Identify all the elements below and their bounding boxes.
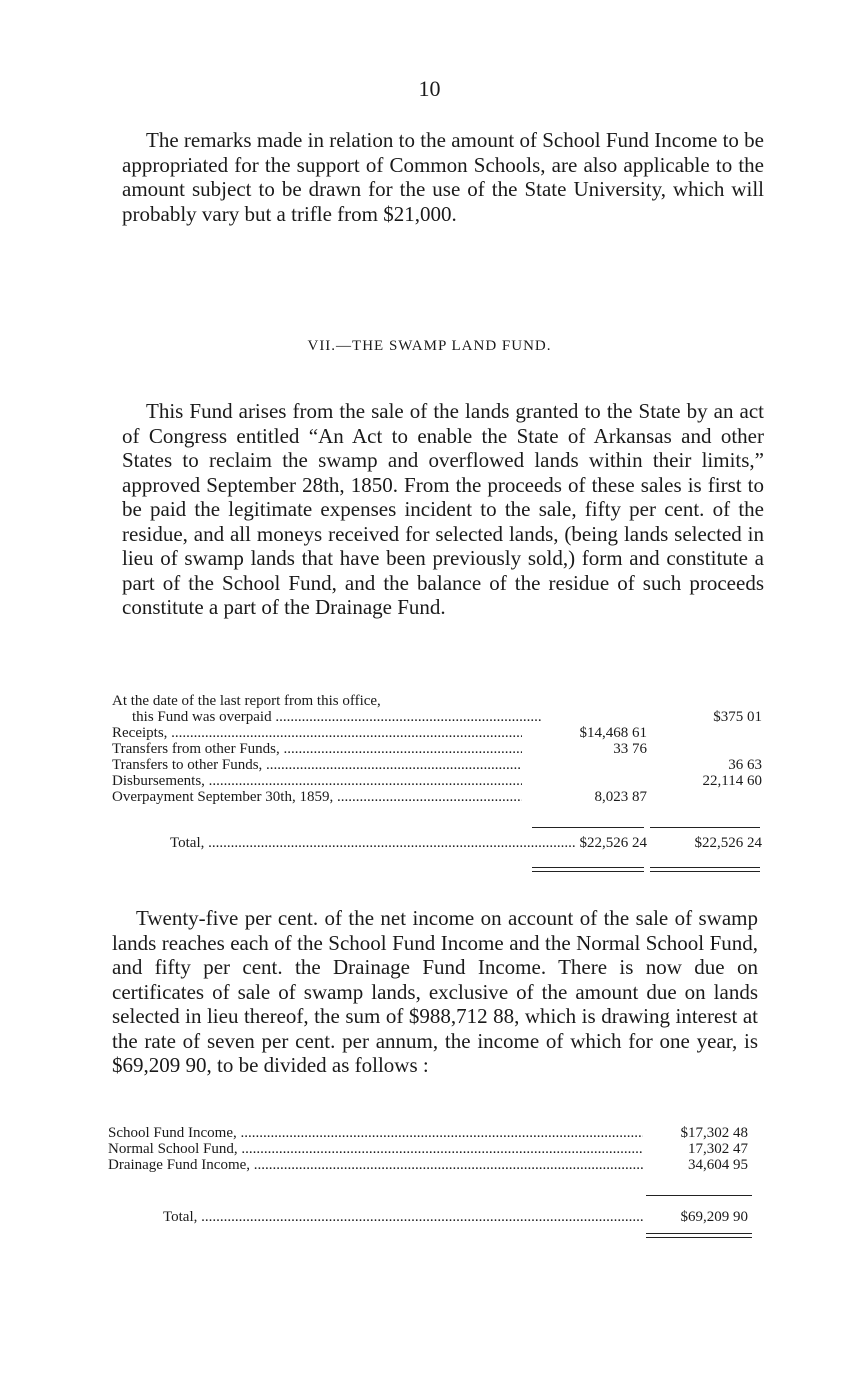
ledger-label: Normal School Fund, ..... bbox=[108, 1141, 643, 1157]
ledger-row bbox=[112, 789, 762, 805]
ledger-total-label: Total, ..... bbox=[112, 835, 580, 851]
ledger-amount: $17,302 48 bbox=[677, 1125, 749, 1141]
ledger-label: Transfers to other Funds, ..... bbox=[112, 757, 522, 773]
ledger-label: Disbursements, ..... bbox=[112, 773, 522, 789]
total-double-rule bbox=[532, 867, 644, 872]
total-double-rule bbox=[646, 1233, 752, 1238]
ledger-row bbox=[108, 1157, 758, 1173]
ledger-row bbox=[112, 725, 762, 741]
ledger-row bbox=[112, 773, 762, 789]
ledger-label: Overpayment September 30th, 1859, ..... bbox=[112, 789, 522, 805]
ledger-total-amount: $69,209 90 bbox=[677, 1209, 749, 1225]
ledger-label: Transfers from other Funds, ..... bbox=[112, 741, 522, 757]
ledger-debit: 33 76 bbox=[609, 741, 647, 757]
ledger-total-label: Total, ..... bbox=[108, 1209, 643, 1225]
income-division-ledger bbox=[108, 1125, 758, 1225]
paragraph-income-division: Twenty-five per cent. of the net income on account of the sale of swamp lands reaches each of the School Fund Income and the Normal School Fund, and fifty per cent. the Drainage Fund Income. There is now due on certificates of sale of swamp lands, exclusive of the amount due on lands selected in lieu thereof, the sum of $988,712 88, which is drawing interest at the rate of seven per cent. per annum, the income of which for one year, is $69,209 90, to be divided as follows : bbox=[112, 906, 758, 1077]
ledger-total-row bbox=[108, 1209, 758, 1225]
ledger-label: School Fund Income, ..... bbox=[108, 1125, 643, 1141]
ledger-row bbox=[108, 1141, 758, 1157]
subtotal-rule bbox=[650, 827, 760, 828]
ledger-row bbox=[112, 757, 762, 773]
subtotal-rule bbox=[646, 1195, 752, 1196]
ledger-amount: 17,302 47 bbox=[684, 1141, 748, 1157]
page-number: 10 bbox=[418, 76, 441, 101]
ledger-label: Drainage Fund Income, ..... bbox=[108, 1157, 643, 1173]
ledger-amount: 34,604 95 bbox=[684, 1157, 748, 1173]
total-double-rule bbox=[650, 867, 760, 872]
section-heading: VII.—THE SWAMP LAND FUND. bbox=[307, 338, 552, 354]
ledger-total-credit: $22,526 24 bbox=[691, 835, 763, 851]
swamp-land-fund-ledger bbox=[112, 693, 762, 851]
ledger-debit: 8,023 87 bbox=[591, 789, 648, 805]
ledger-row bbox=[112, 741, 762, 757]
ledger-total-debit: $22,526 24 bbox=[576, 835, 648, 851]
subtotal-rule bbox=[532, 827, 644, 828]
ledger-row bbox=[112, 709, 762, 725]
ledger-debit: $14,468 61 bbox=[576, 725, 648, 741]
ledger-credit: 22,114 60 bbox=[699, 773, 762, 789]
ledger-label: Receipts, ..... bbox=[112, 725, 522, 741]
ledger-label: At the date of the last report from this office, bbox=[112, 693, 381, 709]
paragraph-fund-origin: This Fund arises from the sale of the lands granted to the State by an act of Congress entitled “An Act to enable the State of Arkansas and other States to reclaim the swamp and overflowed lands within their limits,” approved September 28th, 1850. From the proceeds of these sales is first to be paid the legitimate expenses incident to the sale, fifty per cent. of the residue, and all moneys received for selected lands, (being lands selected in lieu of swamp lands that have been previously sold,) form and constitute a part of the School Fund, and the balance of the residue of such proceeds constitute a part of the Drainage Fund. bbox=[122, 399, 764, 619]
paragraph-university-income: The remarks made in relation to the amount of School Fund Income to be appropriated for the support of Common Schools, are also applicable to the amount subject to be drawn for the use of the State University, which will probably vary but a trifle from $21,000. bbox=[122, 128, 764, 226]
ledger-total-row bbox=[112, 835, 762, 851]
ledger-row bbox=[112, 693, 762, 709]
ledger-row bbox=[108, 1125, 758, 1141]
ledger-label: this Fund was overpaid ..... bbox=[112, 709, 542, 725]
ledger-credit: 36 63 bbox=[724, 757, 762, 773]
ledger-credit: $375 01 bbox=[709, 709, 762, 725]
